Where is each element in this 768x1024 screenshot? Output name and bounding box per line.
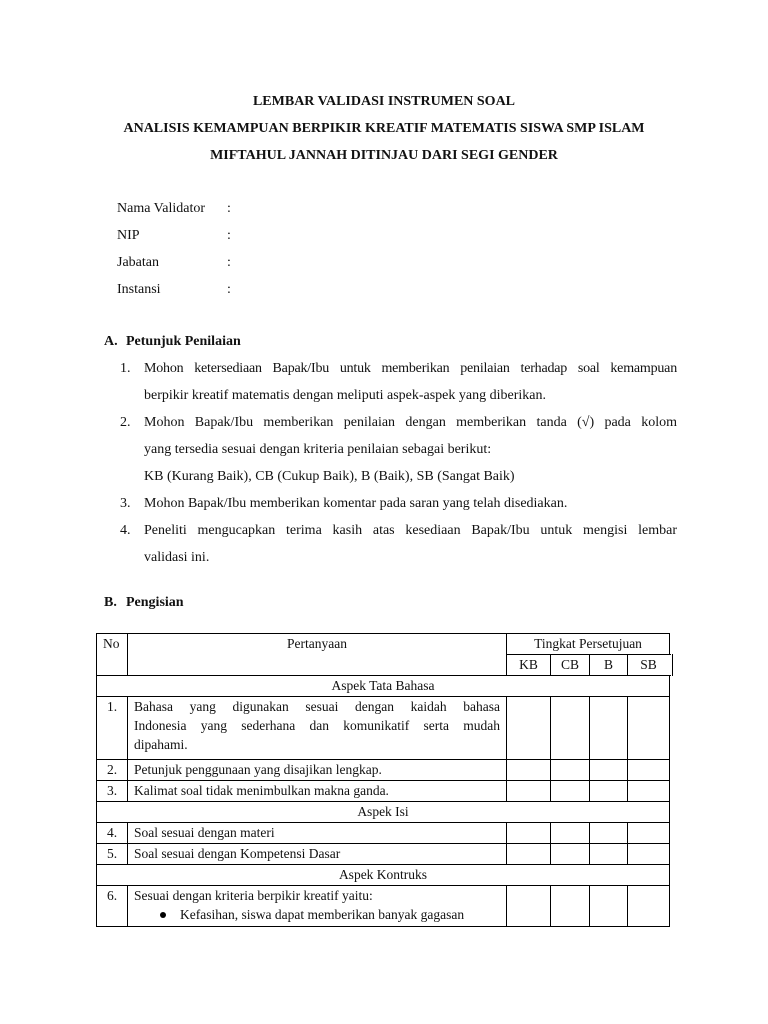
identity-label: Instansi — [117, 282, 161, 297]
row-number: 5. — [106, 846, 118, 861]
column-header-question: Pertanyaan — [287, 636, 347, 651]
identity-row-nip — [117, 226, 231, 246]
identity-label: Jabatan — [117, 255, 159, 270]
table-rule — [506, 885, 507, 927]
instruction-number: 4. — [120, 523, 131, 538]
aspect-group-title: Aspek Tata Bahasa — [331, 678, 435, 693]
instruction-line: yang tersedia sesuai dengan kriteria penilaian sebagai berikut: — [144, 442, 492, 457]
aspect-group-title: Aspek Kontruks — [338, 867, 428, 882]
aspect-group-title: Aspek Isi — [357, 804, 409, 819]
instruction-number: 1. — [120, 361, 131, 376]
table-rule — [506, 696, 507, 802]
question-text: Soal sesuai dengan Kompetensi Dasar — [134, 846, 341, 861]
instruction-line: berpikir kreatif matematis dengan meliputi aspek-aspek yang diberikan. — [144, 388, 546, 403]
question-text — [134, 697, 500, 754]
section-letter: A. — [104, 334, 118, 349]
table-rule — [589, 822, 590, 865]
question-text: Soal sesuai dengan materi — [134, 825, 275, 840]
instruction-line: Peneliti mengucapkan terima kasih atas kesediaan Bapak/Ibu untuk mengisi lembar — [144, 523, 677, 538]
question-line: Bahasa yang digunakan sesuai dengan kaidah bahasa — [134, 699, 500, 714]
question-line: dipahami. — [134, 737, 188, 752]
table-rule — [669, 675, 670, 927]
section-a-heading — [104, 332, 241, 352]
identity-colon: : — [227, 282, 231, 297]
table-rule — [550, 822, 551, 865]
question-text: Sesuai dengan kriteria berpikir kreatif yaitu: — [134, 888, 373, 903]
instruction-line: Mohon Bapak/Ibu memberikan komentar pada saran yang telah disediakan. — [144, 496, 568, 511]
identity-row-position — [117, 253, 231, 273]
instruction-number: 3. — [120, 496, 131, 511]
instruction-number: 2. — [120, 415, 131, 430]
validation-table — [96, 633, 671, 927]
table-rule — [627, 885, 628, 927]
table-rule — [96, 926, 670, 927]
row-number: 4. — [106, 825, 118, 840]
row-number: 1. — [106, 699, 118, 714]
question-text: Kalimat soal tidak menimbulkan makna ganda. — [134, 783, 389, 798]
table-rule — [550, 885, 551, 927]
table-rule — [672, 654, 673, 676]
identity-row-validator-name — [117, 199, 231, 219]
instruction-line: Mohon Bapak/Ibu memberikan penilaian dengan memberikan tanda (√) pada kolom — [144, 415, 677, 430]
table-rule — [506, 822, 507, 865]
column-header-no: No — [103, 636, 120, 651]
identity-colon: : — [227, 255, 231, 270]
bullet-icon — [160, 912, 166, 918]
table-rule — [589, 696, 590, 802]
table-rule — [127, 822, 128, 865]
identity-label: Nama Validator — [117, 201, 205, 216]
table-rule — [127, 696, 128, 802]
section-title: Petunjuk Penilaian — [126, 334, 241, 349]
scale-header-cb: CB — [560, 657, 579, 672]
question-line: Indonesia yang sederhana dan komunikatif serta mudah — [134, 718, 500, 733]
row-number: 6. — [106, 888, 118, 903]
table-rule — [669, 633, 670, 655]
identity-row-institution — [117, 280, 231, 300]
scale-header-kb: KB — [519, 657, 538, 672]
table-rule — [589, 885, 590, 927]
section-title: Pengisian — [126, 595, 184, 610]
section-letter: B. — [104, 595, 117, 610]
table-rule — [127, 885, 128, 927]
row-number: 3. — [106, 783, 118, 798]
identity-label: NIP — [117, 228, 140, 243]
document-title-line-1: LEMBAR VALIDASI INSTRUMEN SOAL — [252, 94, 516, 109]
table-rule — [627, 822, 628, 865]
instruction-line: validasi ini. — [144, 550, 210, 565]
section-b-heading — [104, 593, 184, 613]
identity-colon: : — [227, 228, 231, 243]
instruction-line: Mohon ketersediaan Bapak/Ibu untuk memberikan penilaian terhadap soal kemampuan — [144, 361, 677, 376]
instruction-line: KB (Kurang Baik), CB (Cukup Baik), B (Baik), SB (Sangat Baik) — [144, 469, 515, 484]
scale-header-sb: SB — [640, 657, 657, 672]
bullet-text: Kefasihan, siswa dapat memberikan banyak gagasan — [180, 907, 465, 922]
identity-colon: : — [227, 201, 231, 216]
row-number: 2. — [106, 762, 118, 777]
column-header-agreement: Tingkat Persetujuan — [534, 636, 642, 651]
question-text: Petunjuk penggunaan yang disajikan lengkap. — [134, 762, 382, 777]
scale-header-b: B — [603, 657, 613, 672]
table-rule — [550, 696, 551, 802]
document-title-line-2: ANALISIS KEMAMPUAN BERPIKIR KREATIF MATEMATIS SISWA SMP ISLAM — [123, 121, 645, 136]
table-rule — [627, 696, 628, 802]
document-title-line-3: MIFTAHUL JANNAH DITINJAU DARI SEGI GENDER — [210, 148, 558, 163]
